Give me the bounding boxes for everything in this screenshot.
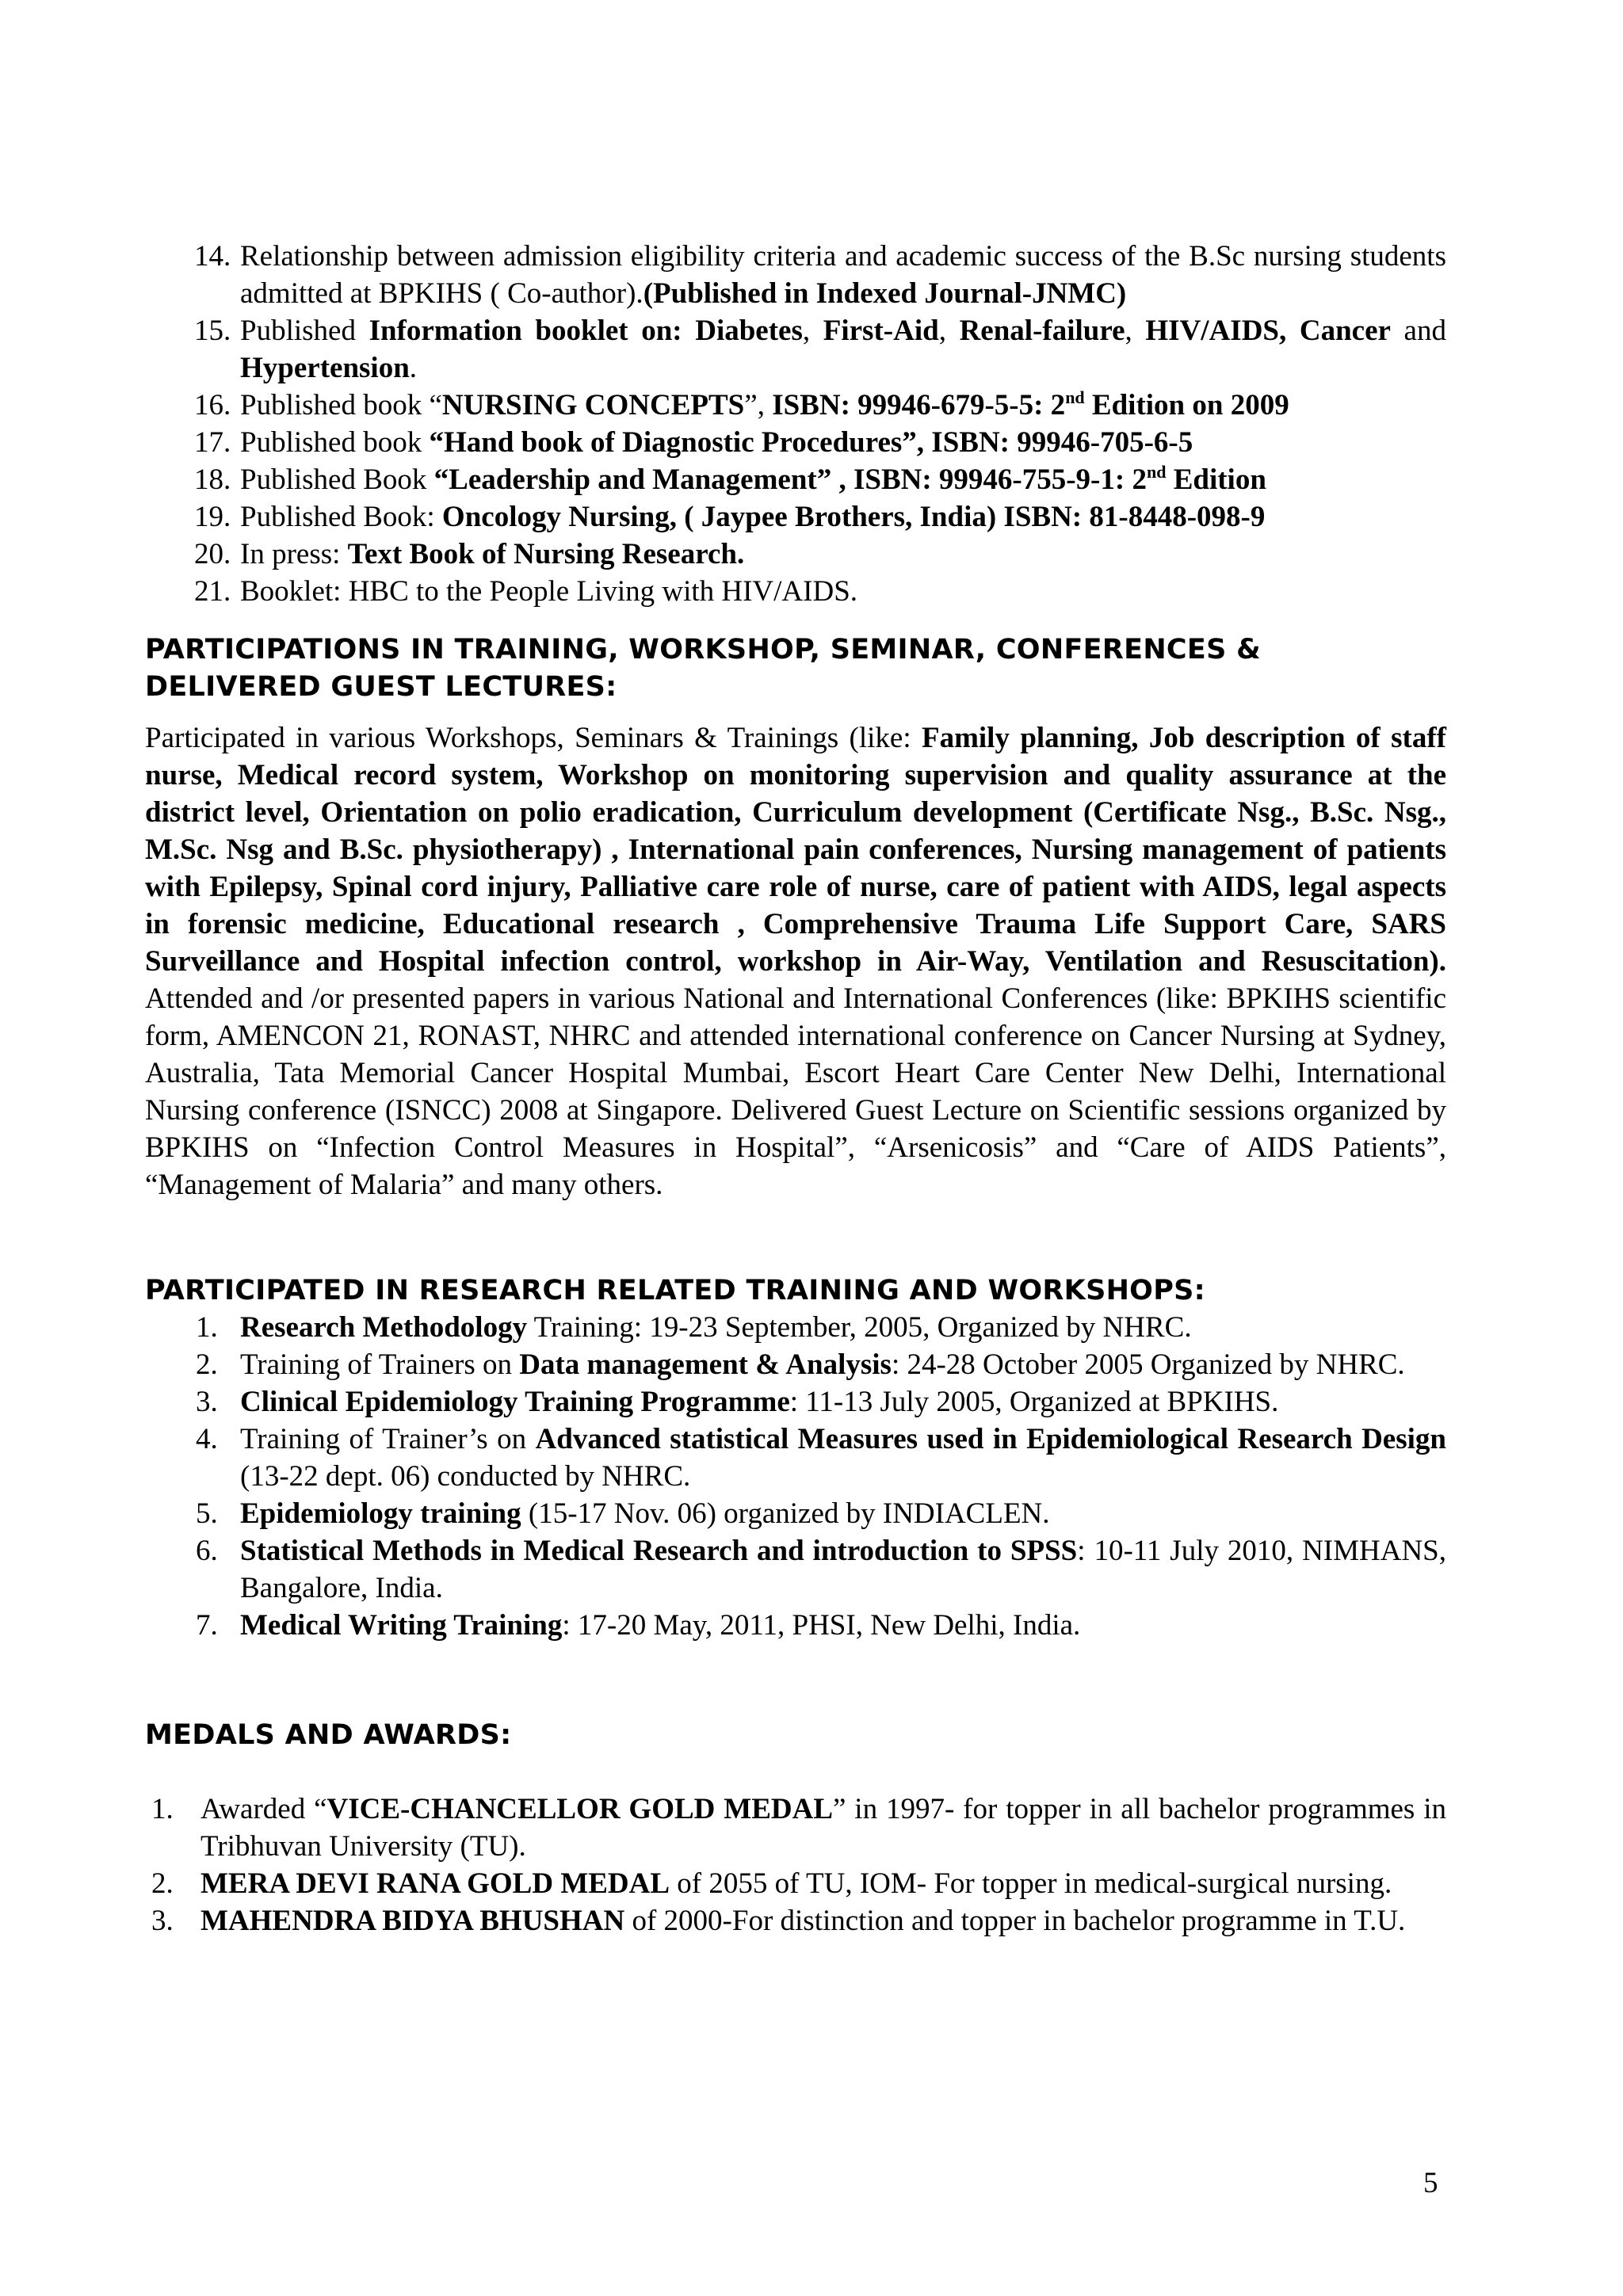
text-run: : 24-28 October 2005 Organized by NHRC. — [891, 1348, 1405, 1381]
text-run: . — [409, 352, 418, 384]
list-item-number: 21. — [194, 575, 231, 608]
page-number: 5 — [1423, 2167, 1438, 2199]
bold-text: Data management & Analysis — [519, 1348, 892, 1381]
list-item — [145, 536, 1446, 573]
bold-text: Statistical Methods in Medical Research and introduction to SPSS — [240, 1535, 1078, 1567]
bold-text: Epidemiology training — [240, 1497, 521, 1530]
list-item-number: 4. — [196, 1423, 218, 1455]
text-run: Attended and /or presented papers in various National and International Conferences (like: BPKIHS scientific form, AMENCON 21, RONAST, NHRC and attended international conference on Cancer Nursing at Sydney, Australia, Tata Memorial Cancer Hospital Mumbai, Escort Heart Care Center New Delhi, International Nursing conference (ISNCC) 2008 at Singapore. Delivered Guest Lecture on Scientific sessions organized by BPKIHS on “Infection Control Measures in Hospital”, “Arsenicosis” and “Care of AIDS Patients”, “Management of Malaria” and many others. — [145, 982, 1446, 1201]
bold-text: Clinical Epidemiology Training Programme — [240, 1386, 790, 1418]
list-item — [145, 461, 1446, 498]
bold-text: Edition — [1166, 463, 1266, 496]
text-run: : 11-13 July 2005, Organized at BPKIHS. — [789, 1386, 1279, 1418]
bold-text: Research Methodology — [240, 1311, 528, 1344]
bold-text: NURSING CONCEPTS — [441, 389, 745, 421]
list-item — [145, 1421, 1446, 1495]
list-item — [145, 312, 1446, 387]
text-run: Published book “ — [240, 389, 442, 421]
list-item-number: 2. — [196, 1348, 218, 1381]
bold-text: Information booklet on: Diabetes — [369, 315, 803, 347]
text-run: Booklet: HBC to the People Living with HIV/AIDS. — [240, 575, 858, 608]
text-run: , — [802, 315, 823, 347]
text-run: , — [938, 315, 960, 347]
text-run: Published Book: — [240, 501, 442, 533]
text-run: , — [1125, 315, 1146, 347]
bold-text: Text Book of Nursing Research. — [347, 538, 745, 570]
medals-heading: MEDALS AND AWARDS: — [145, 1719, 512, 1751]
list-item — [145, 238, 1446, 312]
superscript-text: nd — [1065, 387, 1085, 407]
bold-text: Medical Writing Training — [240, 1609, 563, 1642]
list-item-number: 18. — [194, 463, 231, 496]
bold-text: HIV/AIDS, Cancer — [1145, 315, 1391, 347]
research-training-list — [145, 1309, 1446, 1644]
text-run: Training: 19-23 September, 2005, Organized by NHRC. — [527, 1311, 1192, 1344]
text-run: Published Book — [240, 463, 434, 496]
bold-text: Edition on 2009 — [1084, 389, 1289, 421]
list-item-number: 15. — [194, 315, 231, 347]
bold-text: Advanced statistical Measures used in Epidemiological Research Design — [535, 1423, 1446, 1455]
text-run: In press: — [240, 538, 348, 570]
participations-heading-line2: DELIVERED GUEST LECTURES: — [145, 671, 617, 703]
list-item-number: 1. — [196, 1311, 218, 1344]
text-run: Awarded “ — [200, 1793, 327, 1825]
bold-text: Hypertension — [240, 352, 410, 384]
bold-text: First-Aid — [823, 315, 939, 347]
text-run: (13-22 dept. 06) conducted by NHRC. — [240, 1460, 691, 1493]
list-item-number: 3. — [196, 1386, 218, 1418]
publications-list — [145, 238, 1446, 610]
list-item — [145, 1791, 1446, 1865]
text-run: of 2000-For distinction and topper in bachelor programme in T.U. — [624, 1905, 1406, 1937]
bold-text: “Leadership and Management” , ISBN: 99946-755-9-1: 2 — [433, 463, 1147, 496]
list-item — [145, 573, 1446, 610]
list-item-number: 16. — [194, 389, 231, 421]
bold-text: “Hand book of Diagnostic Procedures”, ISBN: 99946-705-6-5 — [429, 426, 1193, 459]
list-item — [145, 498, 1446, 536]
bold-text: (Published in Indexed Journal-JNMC) — [643, 277, 1127, 310]
participations-section — [145, 719, 1446, 1203]
text-run: Relationship between admission eligibility criteria and academic success of the B.Sc nursing students admitted at BPKIHS ( Co-author). — [240, 240, 1446, 310]
list-item-number: 20. — [194, 538, 231, 570]
list-item-number: 1. — [151, 1793, 174, 1825]
text-run: Training of Trainers on — [240, 1348, 520, 1381]
bold-text: Oncology Nursing, ( Jaypee Brothers, India) ISBN: 81-8448-098-9 — [441, 501, 1266, 533]
publications-section — [145, 238, 1446, 610]
list-item — [145, 1532, 1446, 1607]
superscript-text: nd — [1146, 462, 1167, 482]
text-run: and — [1390, 315, 1446, 347]
bold-text: ISBN: 99946-679-5-5: 2 — [772, 389, 1066, 421]
list-item-number: 6. — [196, 1535, 218, 1567]
list-item — [145, 1495, 1446, 1532]
text-run: of 2055 of TU, IOM- For topper in medical-surgical nursing. — [670, 1867, 1392, 1900]
text-run: Training of Trainer’s on — [240, 1423, 536, 1455]
text-run: ” in 1997- for topper in all bachelor programmes in Tribhuvan University (TU). — [200, 1793, 1446, 1863]
list-item-number: 2. — [151, 1867, 174, 1900]
text-run: : 17-20 May, 2011, PHSI, New Delhi, India. — [562, 1609, 1081, 1642]
list-item — [145, 1865, 1446, 1902]
text-run: : 10-11 July 2010, NIMHANS, Bangalore, India. — [240, 1535, 1447, 1604]
list-item-number: 7. — [196, 1609, 218, 1642]
text-run: ”, — [744, 389, 773, 421]
research-training-section — [145, 1309, 1446, 1644]
list-item — [145, 387, 1446, 424]
bold-text: MERA DEVI RANA GOLD MEDAL — [200, 1867, 670, 1900]
bold-text: MAHENDRA BIDYA BHUSHAN — [200, 1905, 625, 1937]
bold-text: VICE-CHANCELLOR GOLD MEDAL — [327, 1793, 833, 1825]
list-item — [145, 1383, 1446, 1421]
text-run: Participated in various Workshops, Seminars & Trainings (like: — [145, 722, 922, 754]
list-item-number: 17. — [194, 426, 231, 459]
bold-text: Renal-failure — [959, 315, 1125, 347]
participations-heading — [145, 631, 1446, 706]
list-item — [145, 1346, 1446, 1383]
medals-list — [145, 1791, 1446, 1939]
medals-section — [145, 1791, 1446, 1939]
list-item-number: 5. — [196, 1497, 218, 1530]
research-training-heading: PARTICIPATED IN RESEARCH RELATED TRAINING AND WORKSHOPS: — [145, 1275, 1205, 1306]
list-item — [145, 1607, 1446, 1644]
list-item-number: 14. — [194, 240, 231, 273]
text-run: Published — [240, 315, 369, 347]
participations-heading-line1: PARTICIPATIONS IN TRAINING, WORKSHOP, SEMINAR, CONFERENCES & — [145, 634, 1261, 666]
text-run: (15-17 Nov. 06) organized by INDIACLEN. — [521, 1497, 1050, 1530]
bold-text: Family planning, Job description of staff nurse, Medical record system, Workshop on monitoring supervision and quality assurance at the district level, Orientation on polio eradication, Curriculum development (Certificate Nsg., B.Sc. Nsg., M.Sc. Nsg and B.Sc. physiotherapy) , International pain conferences, Nursing management of patients with Epilepsy, Spinal cord injury, Palliative care role of nurse, care of patient with AIDS, legal aspects in forensic medicine, Educational research , Comprehensive Trauma Life Support Care, SARS Surveillance and Hospital infection control, workshop in Air-Way, Ventilation and Resuscitation). — [145, 722, 1446, 978]
list-item — [145, 1309, 1446, 1346]
participations-paragraph — [145, 719, 1446, 1203]
text-run: Published book — [240, 426, 430, 459]
list-item — [145, 1902, 1446, 1939]
list-item — [145, 424, 1446, 461]
list-item-number: 3. — [151, 1905, 174, 1937]
list-item-number: 19. — [194, 501, 231, 533]
